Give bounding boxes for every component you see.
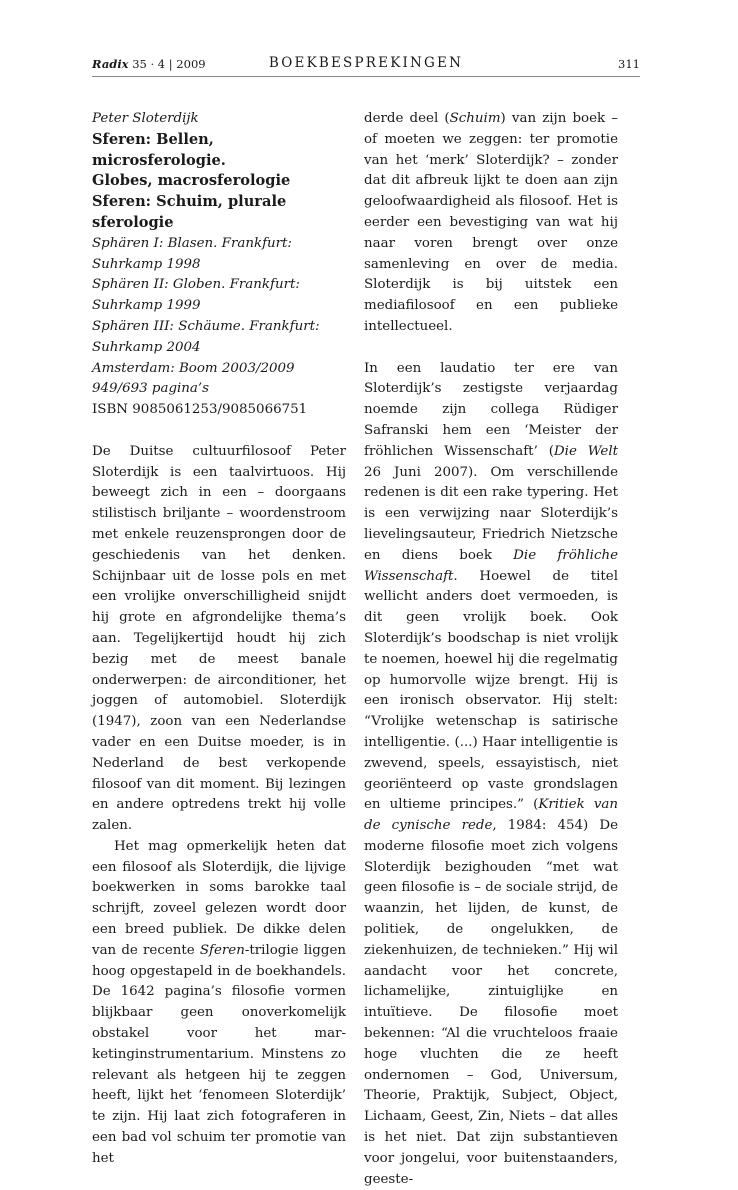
running-header xyxy=(92,52,640,77)
body-paragraph: In een laudatio ter ere van Sloterdijk’s zestigste verjaardag noemde zijn collega Rüdiger Safranski hem een ‘Meister der fröhlichen Wissenschaft’ (Die Welt 26 Juni 2007). Om verschillende redenen is dit een rake typering. Het is een verwijzing naar Sloterdijk’s lievelingsauteur, Friedrich Nietzsche en diens boek Die fröhliche Wissenschaft. Hoewel de titel wellicht anders doet vermoeden, is dit geen vrolijk boek. Ook Sloterdijk’s boodschap is niet vrolijk te noemen, hoewel hij die regelmatig op humorvolle wijze brengt. Hij is een ironisch observator. Hij stelt: “Vrolijke wetenschap is satirische intelligentie. (...) Haar intelligentie is zwevend, speels, essayistisch, niet georiënteerd op vaste grondslagen en ultieme principes.” (Kritiek van de cynische rede, 1984: 454) De moderne filosofie moet zich volgens Sloterdijk bezighouden “met wat geen filosofie is – de sociale strijd, de waanzin, het lijden, de kunst, de politiek, de ongelukken, de ziekenhuizen, de technieken.” Hij wil aandacht voor het concrete, lichamelijke, zintuiglijke en intuïtieve. De filosofie moet bekennen: “Al die vruchteloos fraaie hoge vluchten die ze heeft ondernomen – God, Universum, Theorie, Praktijk, Subject, Object, Lichaam, Geest, Zin, Niets – dat alles is het niet. Dat zijn substantieven voor jongelui, voor buitenstaanders, geeste- xyxy=(364,360,618,1187)
book-title-line: Sferen: Schuim, plurale sferologie xyxy=(92,193,287,231)
isbn: ISBN 9085061253/9085066751 xyxy=(92,402,308,418)
body-paragraph: Het mag opmerkelijk heten dat een filosoof als Sloterdijk, die lijvige boekwerken in soms barokke taal schrijft, zoveel gelezen wordt door een breed publiek. De dikke delen van de recente Sferen-trilogie liggen hoog opgestapeld in de boekhandels. De 1642 pagina’s filosofie vormen blijkbaar geen onoverkomelijk obstakel voor het marketinginstrumentarium. Minstens zo relevant als hetgeen hij te zeggen heeft, lijkt het ‘fenomeen Sloterdijk’ te zijn. Hij laat zich fotograferen in een bad vol schuim ter promotie van het xyxy=(92,838,346,1166)
journal-issue: 35 · 4 | 2009 xyxy=(132,57,206,71)
page-number: 311 xyxy=(618,57,640,71)
left-column xyxy=(92,109,346,1170)
journal-name: Radix xyxy=(92,57,129,71)
book-author: Peter Sloterdijk xyxy=(92,111,199,126)
original-edition: Sphären I: Blasen. Frankfurt: Suhrkamp 1998 xyxy=(92,235,292,272)
body-paragraph: De Duitse cultuurfilosoof Peter Sloterdijk is een taalvirtuoos. Hij beweegt zich in een – doorgaans stilistisch briljante – woordenstroom met enkele reuzensprongen door de geschiedenis van het denken. Schijnbaar uit de losse pols en met een vrolijke onverschilligheid snijdt hij grote en afgrondelijke thema’s aan. Tegelijkertijd houdt hij zich bezig met de meest banale onderwerpen: de airconditioner, het joggen of automobiel. Sloterdijk (1947), zoon van een Nederlandse vader en een Duitse moeder, is in Nederland de best verkopende filosoof van dit moment. Bij lezingen en andere optredens trekt hij volle zalen. xyxy=(92,443,346,834)
book-bibliography xyxy=(92,109,346,421)
book-title-line: Globes, macrosferologie xyxy=(92,172,291,190)
body-paragraph: derde deel (Schuim) van zijn boek – of moeten we zeggen: ter promotie van het ‘merk’ Sloterdijk? – zonder dat dit afbreuk lijkt te doen aan zijn geloofwaardigheid als filosoof. Het is eerder een bevestiging van wat hij naar voren brengt over onze samenleving en over de media. Sloterdijk is bij uitstek een mediafilosoof en een publieke intellectueel. xyxy=(364,111,618,334)
original-edition: Sphären III: Schäume. Frankfurt: Suhrkamp 2004 xyxy=(92,318,320,355)
original-edition: Sphären II: Globen. Frankfurt: Suhrkamp 1999 xyxy=(92,277,300,314)
right-column xyxy=(364,109,618,1190)
section-title: BOEKBESPREKINGEN xyxy=(268,55,464,71)
book-title-line: Sferen: Bellen, microsferologie. xyxy=(92,130,226,169)
publisher: Amsterdam: Boom 2003/2009 xyxy=(92,360,295,376)
page-count: 949/693 pagina’s xyxy=(92,381,210,397)
paragraph-gap xyxy=(364,338,618,359)
